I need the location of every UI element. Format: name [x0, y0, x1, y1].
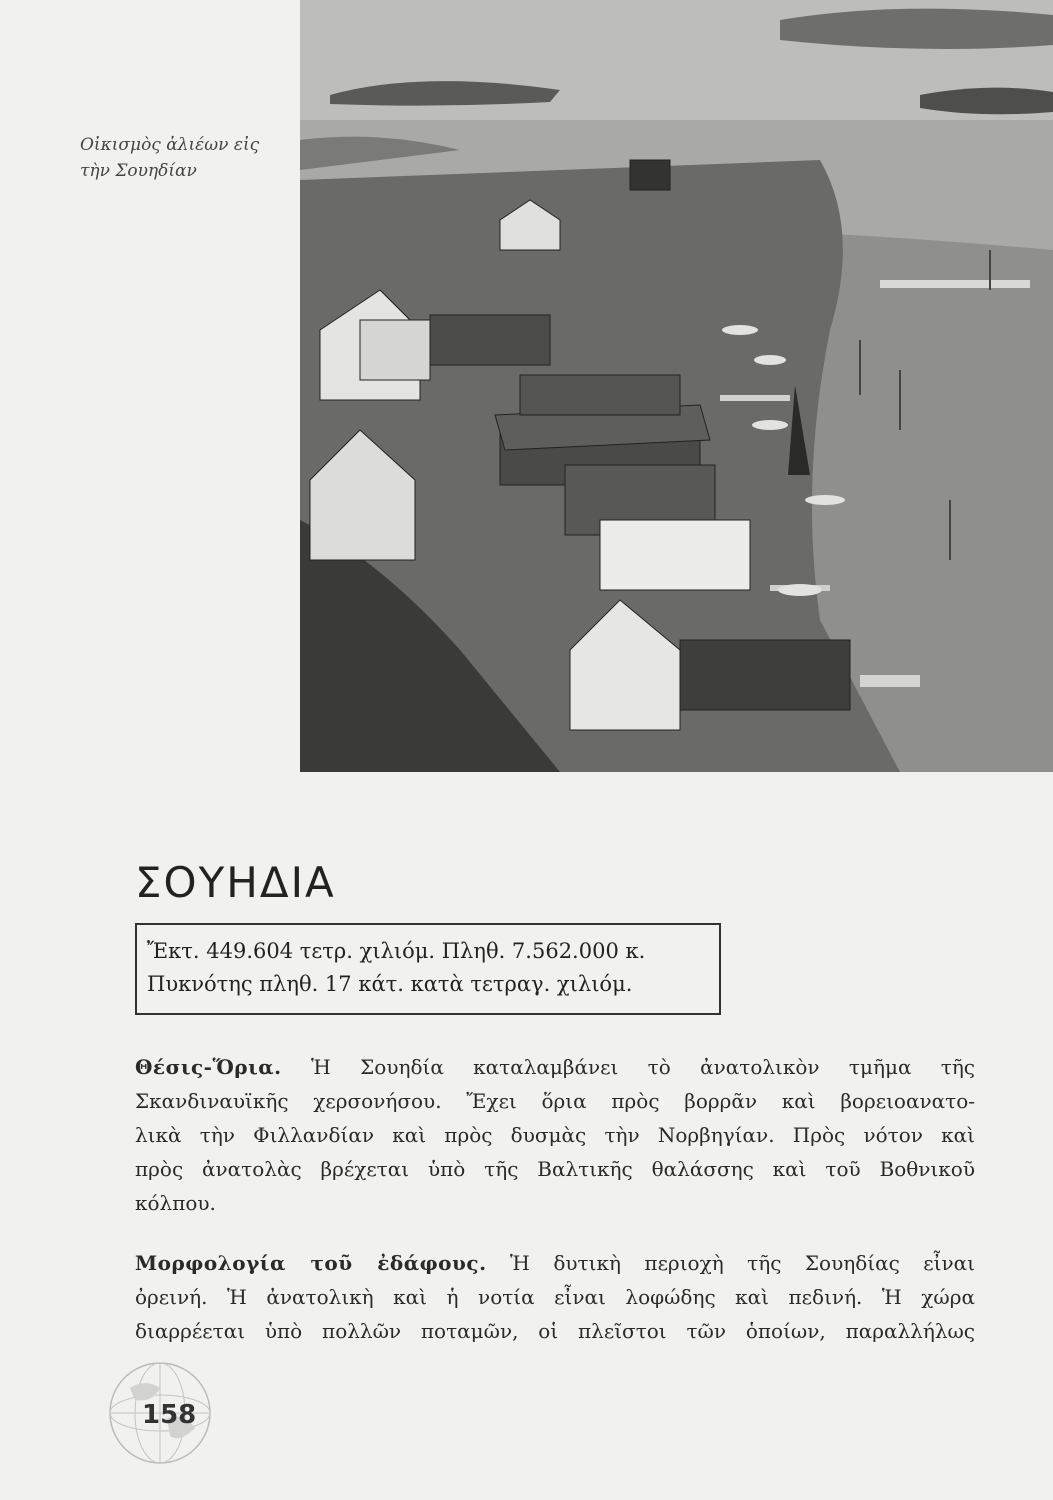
- facts-line-density: Πυκνότης πληθ. 17 κάτ. κατὰ τετραγ. χιλιόμ.: [147, 972, 633, 996]
- paragraph-line: κόλπου.: [135, 1191, 216, 1215]
- paragraph-text: Ἡ δυτικὴ περιοχὴ τῆς Σουηδίας εἶναι: [510, 1251, 975, 1275]
- photo-caption: [80, 132, 290, 184]
- paragraph-line: Σκανδιναυϊκῆς χερσονήσου. Ἔχει ὅρια πρὸς βορρᾶν καὶ βορειοανατο-: [135, 1089, 975, 1113]
- section-heading: Μορφολογία τοῦ ἐδάφους.: [135, 1251, 487, 1275]
- paragraph-line: πρὸς ἀνατολὰς βρέχεται ὑπὸ τῆς Βαλτικῆς θαλάσσης καὶ τοῦ Βοθνικοῦ: [135, 1157, 975, 1181]
- section-heading: Θέσις-Ὅρια.: [135, 1055, 282, 1079]
- caption-line-2: τὴν Σουηδίαν: [80, 161, 197, 181]
- paragraph-line: λικὰ τὴν Φιλλανδίαν καὶ πρὸς δυσμὰς τὴν Νορβηγίαν. Πρὸς νότον καὶ: [135, 1123, 975, 1147]
- section-position-borders: [135, 1050, 975, 1220]
- paragraph-line: ὀρεινή. Ἡ ἀνατολικὴ καὶ ἡ νοτία εἶναι λοφώδης καὶ πεδινή. Ἡ χώρα: [135, 1285, 975, 1309]
- paragraph-line: [135, 1050, 975, 1084]
- paragraph-line: [135, 1246, 975, 1280]
- facts-line-area-population: Ἔκτ. 449.604 τετρ. χιλιόμ. Πληθ. 7.562.000 κ.: [147, 939, 646, 963]
- country-facts-box: [135, 923, 721, 1015]
- paragraph-line: διαρρέεται ὑπὸ πολλῶν ποταμῶν, οἱ πλεῖστοι τῶν ὁποίων, παραλλήλως: [135, 1319, 975, 1343]
- section-terrain-morphology: [135, 1246, 975, 1348]
- paragraph-text: Ἡ Σουηδία καταλαμβάνει τὸ ἀνατολικὸν τμῆμα τῆς: [310, 1055, 976, 1079]
- country-title: ΣΟΥΗΔΙΑ: [135, 858, 336, 907]
- fishing-village-photo: [300, 0, 1053, 772]
- caption-line-1: Οἰκισμὸς ἁλιέων εἰς: [80, 135, 260, 155]
- page-number: 158: [142, 1400, 197, 1430]
